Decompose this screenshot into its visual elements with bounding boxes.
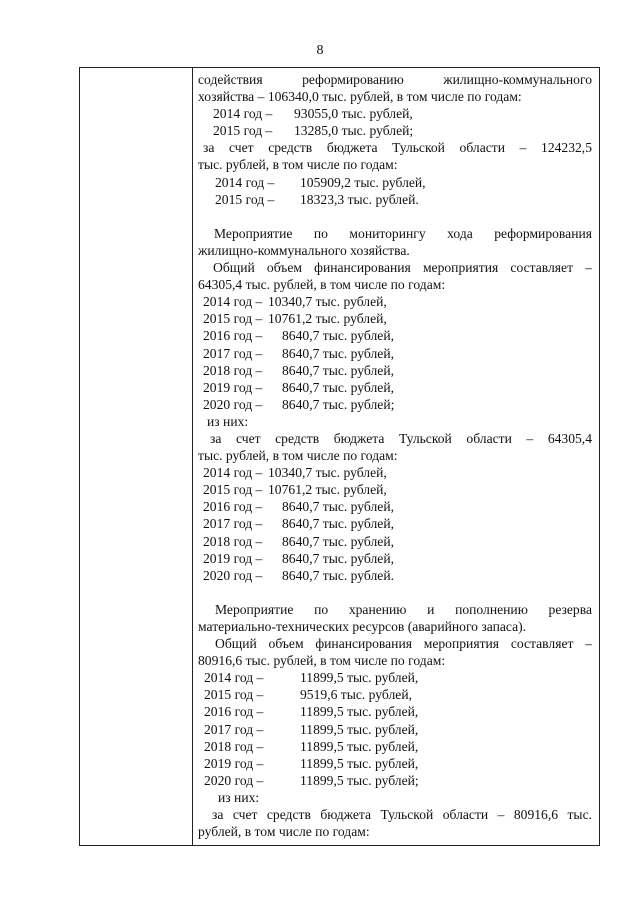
section3-total1: Общий объем финансирования мероприятия составляет – — [215, 636, 592, 652]
document-table — [79, 67, 600, 846]
year-value: 10761,2 тыс. рублей, — [268, 482, 387, 498]
year-value: 8640,7 тыс. рублей, — [282, 379, 394, 395]
year-row — [198, 498, 592, 515]
year-label: 2014 год – — [215, 174, 275, 190]
year-value: 10340,7 тыс. рублей, — [268, 465, 387, 481]
year-value: 11899,5 тыс. рублей, — [300, 755, 419, 771]
year-value: 10340,7 тыс. рублей, — [268, 294, 387, 310]
year-label: 2016 год – — [203, 499, 263, 515]
year-value: 13285,0 тыс. рублей; — [294, 123, 414, 139]
year-row — [198, 122, 592, 139]
year-label: 2019 год – — [204, 755, 264, 771]
year-row — [198, 105, 592, 122]
year-row — [198, 362, 592, 379]
section2-total2: 64305,4 тыс. рублей, в том числе по годам: — [198, 277, 446, 293]
year-label: 2014 год – — [203, 465, 263, 481]
section2-title1: Мероприятие по мониторингу хода реформирования — [214, 225, 592, 241]
section1-budget-years — [198, 174, 592, 208]
year-value: 8640,7 тыс. рублей, — [282, 362, 394, 378]
year-label: 2015 год – — [203, 482, 263, 498]
section2-title2: жилищно-коммунального хозяйства. — [198, 242, 410, 258]
year-value: 8640,7 тыс. рублей; — [282, 396, 395, 412]
column-divider — [192, 68, 193, 845]
year-value: 8640,7 тыс. рублей, — [282, 328, 394, 344]
year-label: 2015 год – — [203, 311, 263, 327]
year-row — [198, 550, 592, 567]
year-row — [198, 327, 592, 344]
year-label: 2020 год – — [204, 772, 264, 788]
section3-of-them: из них: — [218, 789, 260, 805]
year-label: 2014 год – — [213, 106, 273, 122]
year-label: 2020 год – — [203, 396, 263, 412]
year-row — [198, 379, 592, 396]
year-value: 8640,7 тыс. рублей, — [282, 533, 394, 549]
year-row — [198, 703, 592, 720]
section3-budget-line2: рублей, в том числе по годам: — [198, 824, 370, 840]
year-row — [198, 481, 592, 498]
section2-total1: Общий объем финансирования мероприятия составляет – — [213, 260, 592, 276]
year-value: 8640,7 тыс. рублей, — [282, 499, 394, 515]
year-value: 11899,5 тыс. рублей; — [300, 772, 419, 788]
year-label: 2019 год – — [203, 379, 263, 395]
year-row — [198, 755, 592, 772]
year-row — [198, 669, 592, 686]
year-value: 11899,5 тыс. рублей, — [300, 670, 419, 686]
section3-title1: Мероприятие по хранению и пополнению резерва — [215, 601, 592, 617]
section3-budget-line1: за счет средств бюджета Тульской области – 80916,6 тыс. — [212, 807, 592, 823]
section1-line1: содействия реформированию жилищно-коммунального — [198, 72, 592, 87]
year-row — [198, 567, 592, 584]
year-value: 8640,7 тыс. рублей, — [282, 345, 394, 361]
year-row — [198, 293, 592, 310]
year-row — [198, 772, 592, 789]
section2-of-them: из них: — [207, 413, 249, 429]
year-value: 11899,5 тыс. рублей, — [300, 704, 419, 720]
section1-budget-line2: тыс. рублей, в том числе по годам: — [198, 157, 398, 173]
year-value: 10761,2 тыс. рублей, — [268, 311, 387, 327]
year-row — [198, 345, 592, 362]
year-value: 105909,2 тыс. рублей, — [300, 174, 426, 190]
year-row — [198, 738, 592, 755]
section3-total2: 80916,6 тыс. рублей, в том числе по годам: — [198, 653, 446, 669]
year-value: 11899,5 тыс. рублей, — [300, 721, 419, 737]
table-content-cell — [198, 71, 592, 840]
year-row — [198, 686, 592, 703]
section3-title2: материально-технических ресурсов (аварийного запаса). — [198, 619, 527, 634]
year-label: 2019 год – — [203, 550, 263, 566]
year-row — [198, 174, 592, 191]
year-row — [198, 396, 592, 413]
year-value: 9519,6 тыс. рублей, — [300, 687, 412, 703]
year-value: 93055,0 тыс. рублей, — [294, 106, 413, 122]
year-label: 2017 год – — [203, 516, 263, 532]
year-label: 2018 год – — [203, 362, 263, 378]
section3-years — [198, 669, 592, 789]
section2-years — [198, 293, 592, 413]
year-label: 2016 год – — [204, 704, 264, 720]
year-label: 2017 год – — [204, 721, 264, 737]
year-label: 2018 год – — [203, 533, 263, 549]
year-label: 2018 год – — [204, 738, 264, 754]
year-row — [198, 721, 592, 738]
year-value: 8640,7 тыс. рублей, — [282, 516, 394, 532]
year-label: 2017 год – — [203, 345, 263, 361]
year-label: 2014 год – — [203, 294, 263, 310]
section2-budget-line1: за счет средств бюджета Тульской области – 64305,4 — [210, 430, 592, 446]
section2-budget-years — [198, 464, 592, 584]
year-row — [198, 533, 592, 550]
year-label: 2020 год – — [203, 567, 263, 583]
year-label: 2015 год – — [213, 123, 273, 139]
section2-budget-line2: тыс. рублей, в том числе по годам: — [198, 448, 398, 464]
year-value: 18323,3 тыс. рублей. — [300, 191, 419, 207]
year-row — [198, 464, 592, 481]
year-row — [198, 191, 592, 208]
page-number: 8 — [316, 43, 324, 58]
year-row — [198, 515, 592, 532]
section1-budget-line1: за счет средств бюджета Тульской области – 124232,5 — [203, 140, 592, 156]
section1-line2: хозяйства – 106340,0 тыс. рублей, в том числе по годам: — [198, 89, 522, 105]
year-label: 2016 год – — [203, 328, 263, 344]
year-value: 11899,5 тыс. рублей, — [300, 738, 419, 754]
year-row — [198, 310, 592, 327]
year-value: 8640,7 тыс. рублей. — [282, 567, 394, 583]
year-value: 8640,7 тыс. рублей, — [282, 550, 394, 566]
year-label: 2015 год – — [215, 191, 275, 207]
spacer — [198, 584, 592, 601]
year-label: 2014 год – — [204, 670, 264, 686]
spacer — [198, 208, 592, 225]
year-label: 2015 год – — [204, 687, 264, 703]
section1-years — [198, 105, 592, 139]
